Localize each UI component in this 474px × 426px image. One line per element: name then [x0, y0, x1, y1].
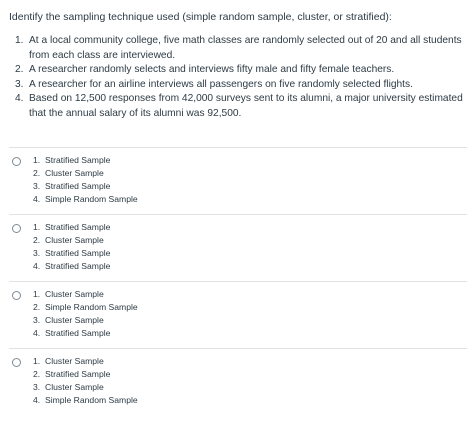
statement-number: 2. [15, 64, 24, 75]
answer-line-text: Cluster Sample [45, 382, 104, 392]
answer-line-number: 2. [33, 168, 41, 178]
answer-line [33, 180, 138, 193]
statement-text: A researcher for an airline interviews all passengers on five randomly selected flights. [29, 78, 413, 90]
answer-line-number: 2. [33, 235, 41, 245]
radio-button[interactable] [12, 358, 21, 367]
radio-button[interactable] [12, 291, 21, 300]
answer-line-text: Cluster Sample [45, 289, 104, 299]
answer-line-text: Simple Random Sample [45, 395, 138, 405]
answer-line-number: 1. [33, 289, 41, 299]
question-block [9, 10, 467, 121]
answer-line [33, 260, 110, 273]
statement-item [15, 63, 467, 78]
answer-line-text: Simple Random Sample [45, 302, 138, 312]
answer-option-label[interactable] [33, 355, 138, 407]
answer-line [33, 314, 138, 327]
answer-line-text: Stratified Sample [45, 328, 111, 338]
answer-line-number: 3. [33, 248, 41, 258]
statement-item [15, 34, 467, 63]
answer-line-number: 4. [33, 261, 41, 271]
answer-line-number: 4. [33, 194, 41, 204]
answer-line-number: 4. [33, 395, 41, 405]
answer-option-label[interactable] [33, 288, 138, 340]
statement-number: 1. [15, 35, 24, 46]
answer-line-number: 4. [33, 328, 41, 338]
answer-line-text: Cluster Sample [45, 235, 104, 245]
answer-line-text: Cluster Sample [45, 356, 104, 366]
answer-line-number: 3. [33, 382, 41, 392]
answer-line-text: Stratified Sample [45, 155, 111, 165]
question-prompt: Identify the sampling technique used (simple random sample, cluster, or stratified): [9, 11, 392, 23]
answer-line [33, 247, 110, 260]
answer-option-label[interactable] [33, 221, 110, 273]
answer-option-1[interactable] [9, 147, 467, 214]
answer-line [33, 355, 138, 368]
answer-line [33, 301, 138, 314]
answer-line-text: Stratified Sample [45, 248, 111, 258]
answer-line-text: Cluster Sample [45, 315, 104, 325]
answer-line-text: Stratified Sample [45, 369, 111, 379]
answer-line [33, 381, 138, 394]
statement-list [9, 34, 467, 121]
answer-line-text: Simple Random Sample [45, 194, 138, 204]
answer-option-4[interactable] [9, 348, 467, 415]
statement-text: Based on 12,500 responses from 42,000 surveys sent to its alumni, a major university estimated that the annual salary of its alumni was 92,500. [29, 93, 463, 119]
radio-button[interactable] [12, 157, 21, 166]
statement-text: A researcher randomly selects and interviews fifty male and fifty female teachers. [29, 64, 395, 75]
answer-line [33, 327, 138, 340]
answer-line [33, 154, 138, 167]
radio-button[interactable] [12, 224, 21, 233]
answer-line-number: 2. [33, 302, 41, 312]
answer-line-text: Stratified Sample [45, 181, 111, 191]
answer-line [33, 221, 110, 234]
answer-line [33, 234, 110, 247]
answer-line-number: 1. [33, 155, 41, 165]
answer-line-number: 3. [33, 315, 41, 325]
answer-line-text: Cluster Sample [45, 168, 104, 178]
statement-item [15, 78, 467, 93]
statement-number: 4. [15, 93, 24, 104]
statement-item [15, 92, 467, 121]
answer-line [33, 167, 138, 180]
answer-line [33, 394, 138, 407]
answer-option-3[interactable] [9, 281, 467, 348]
answer-line-text: Stratified Sample [45, 261, 111, 271]
answer-option-label[interactable] [33, 154, 138, 206]
statement-number: 3. [15, 78, 24, 90]
answer-line [33, 288, 138, 301]
answer-line-number: 1. [33, 222, 41, 232]
answer-line [33, 368, 138, 381]
answer-line [33, 193, 138, 206]
statement-text: At a local community college, five math classes are randomly selected out of 20 and all students from each class are interviewed. [29, 35, 462, 61]
answer-line-text: Stratified Sample [45, 222, 111, 232]
answer-line-number: 3. [33, 181, 41, 191]
answer-line-number: 1. [33, 356, 41, 366]
answer-line-number: 2. [33, 369, 41, 379]
answer-option-2[interactable] [9, 214, 467, 281]
answer-options [9, 147, 467, 415]
